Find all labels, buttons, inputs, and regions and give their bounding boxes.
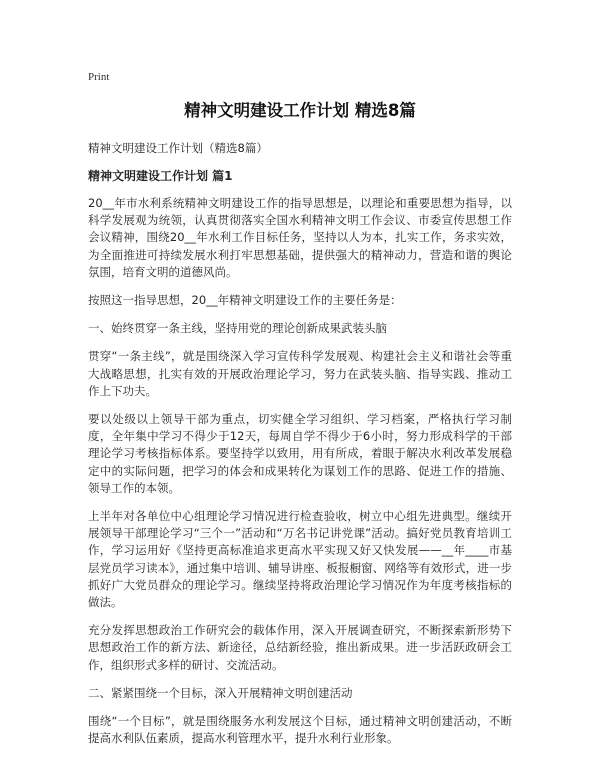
paragraph-task-two-heading: 二、紧紧围绕一个目标，深入开展精神文明创建活动 (88, 685, 353, 700)
document-title: 精神文明建设工作计划 精选8篇 (184, 101, 416, 120)
paragraph-leaders-study: 要以处级以上领导干部为重点，切实健全学习组织、学习档案，严格执行学习制度，全年集中学习不得少于12天，每周自学不得少于6小时，努力形成科学的干部理论学习考核指标体系。要坚持学以致用，用有所成，着眼于解决水利改革发展稳定中的实际问题，把学习的体会和成果转化为谋划工作的思路、促进工作的措施、领导工作的本领。 (88, 412, 512, 495)
paragraph-task-one-heading: 一、始终贯穿一条主线，坚持用党的理论创新成果武装头脑 (88, 321, 387, 336)
paragraph-main-tasks-intro: 按照这一指导思想，20__年精神文明建设工作的主要任务是： (88, 293, 402, 308)
print-label: Print (88, 71, 110, 83)
paragraph-one-goal: 围绕“一个目标”，就是围绕服务水利发展这个目标，通过精神文明创建活动，不断提高水利队伍素质，提高水利管理水平，提升水利行业形象。 (88, 714, 512, 746)
document-subtitle: 精神文明建设工作计划（精选8篇） (88, 141, 268, 155)
paragraph-inspection: 上半年对各单位中心组理论学习情况进行检查验收，树立中心组先进典型。继续开展领导干部理论学习“三个一”活动和“万名书记讲党课”活动。搞好党员教育培训工作，学习运用好《坚持更高标准追求更高水平实现又好又快发展——__年____市基层党员学习读本》，通过集中培训、辅导讲座、板报橱窗、网络等有效形式，进一步抓好广大党员群众的理论学习。继续坚持将政治理论学习情况作为年度考核指标的做法。 (88, 509, 512, 610)
paragraph-main-line: 贯穿“一条主线”，就是围绕深入学习宣传科学发展观、构建社会主义和谐社会等重大战略思想，扎实有效的开展政治理论学习，努力在武装头脑、指导实践、推动工作上下功夫。 (88, 349, 512, 398)
paragraph-research-society: 充分发挥思想政治工作研究会的载体作用，深入开展调查研究，不断探索新形势下思想政治工作的新方法、新途径，总结新经验，推出新成果。进一步活跃政研会工作，组织形式多样的研讨、交流活动。 (88, 623, 512, 672)
paragraph-guiding-idea: 20__年市水利系统精神文明建设工作的指导思想是，以理论和重要思想为指导，以科学发展观为统领，认真贯彻落实全国水利精神文明工作会议、市委宣传思想工作会议精神，围绕20__年水利工作目标任务，坚持以人为本，扎实工作，务求实效，为全面推进可持续发展水利打牢思想基础，提供强大的精神动力，营造和谐的舆论氛围，培育文明的道德风尚。 (88, 196, 512, 279)
section-heading: 精神文明建设工作计划 篇1 (88, 169, 233, 183)
